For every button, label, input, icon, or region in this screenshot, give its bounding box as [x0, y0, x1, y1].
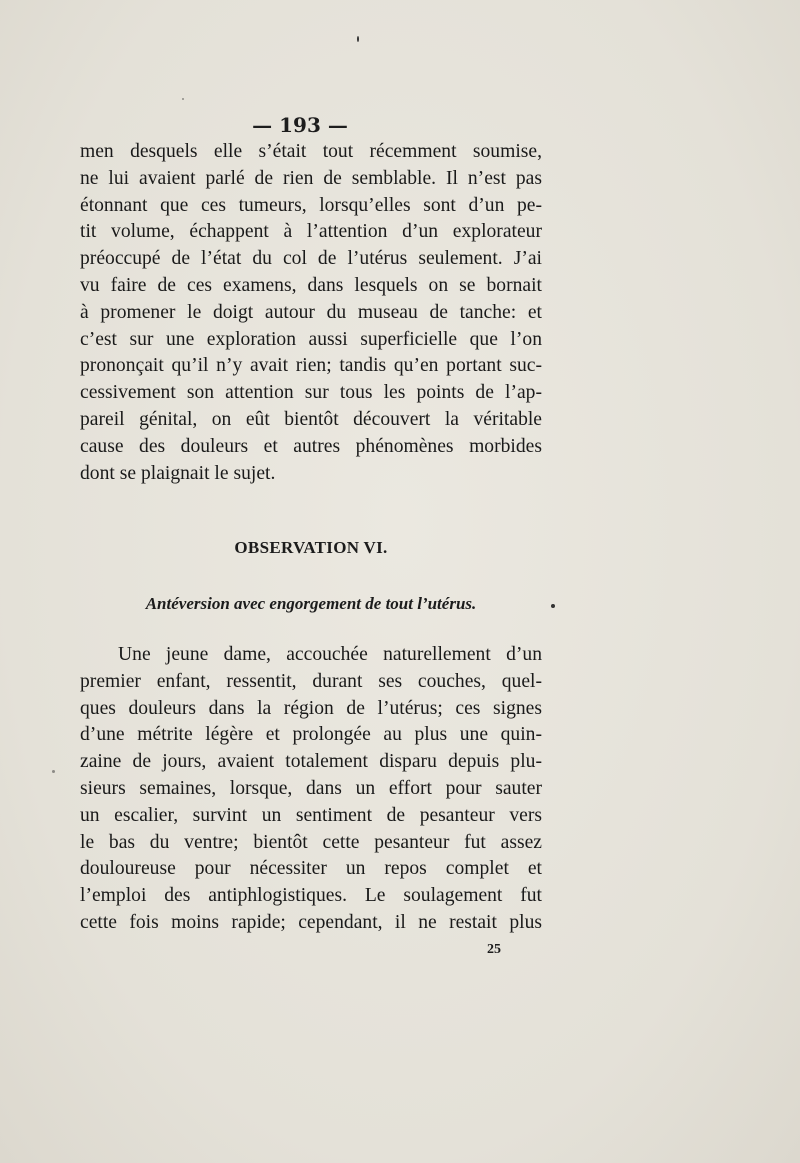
- text-line: un escalier, survint un sentiment de pesanteur vers: [80, 804, 542, 826]
- text-line: Une jeune dame, accouchée naturellement d’un: [118, 644, 542, 665]
- text-line: étonnant que ces tumeurs, lorsqu’elles sont d’un pe-: [80, 194, 542, 216]
- page-number: — 193 —: [252, 113, 348, 137]
- text-line: vu faire de ces examens, dans lesquels on se bornait: [80, 274, 542, 296]
- text-line: sieurs semaines, lorsque, dans un effort pour sauter: [80, 777, 542, 799]
- paragraph-continued: [80, 139, 542, 487]
- text-line: ne lui avaient parlé de rien de semblable. Il n’est pas: [80, 167, 542, 189]
- paper-speck: [52, 770, 55, 773]
- text-line: premier enfant, ressentit, durant ses couches, quel-: [80, 670, 542, 692]
- signature-mark: 25: [487, 942, 501, 957]
- observation-subheading: Antéversion avec engorgement de tout l’utérus.: [145, 594, 477, 613]
- text-line: men desquels elle s’était tout récemment soumise,: [80, 141, 542, 162]
- text-line: douloureuse pour nécessiter un repos complet et: [80, 858, 542, 880]
- text-line: d’une métrite légère et prolongée au plus une quin-: [80, 724, 542, 746]
- paper-speck: [357, 36, 359, 42]
- text-line: à promener le doigt autour du museau de tanche: et: [80, 301, 542, 323]
- text-line: cessivement son attention sur tous les points de l’ap-: [80, 382, 542, 404]
- text-line: prononçait qu’il n’y avait rien; tandis qu’en portant suc-: [80, 355, 542, 377]
- paper-speck: [551, 604, 555, 608]
- text-line: préoccupé de l’état du col de l’utérus seulement. J’ai: [80, 248, 542, 270]
- text-line: l’emploi des antiphlogistiques. Le soulagement fut: [80, 885, 542, 907]
- text-line: c’est sur une exploration aussi superficielle que l’on: [80, 328, 542, 350]
- text-line: tit volume, échappent à l’attention d’un explorateur: [80, 221, 542, 243]
- observation-heading: OBSERVATION VI.: [234, 538, 388, 557]
- observation-paragraph: [80, 642, 542, 937]
- text-line: zaine de jours, avaient totalement disparu depuis plu-: [80, 751, 542, 773]
- show-through-text: [80, 488, 560, 580]
- text-line: cette fois moins rapide; cependant, il ne restait plus: [80, 911, 542, 933]
- text-line: ques douleurs dans la région de l’utérus; ces signes: [80, 697, 542, 719]
- text-line: dont se plaignait le sujet.: [80, 462, 276, 484]
- text-line: pareil génital, on eût bientôt découvert la véritable: [80, 408, 542, 430]
- text-line: cause des douleurs et autres phénomènes morbides: [80, 435, 542, 457]
- text-line: le bas du ventre; bientôt cette pesanteur fut assez: [80, 831, 542, 853]
- paper-speck: [182, 98, 184, 100]
